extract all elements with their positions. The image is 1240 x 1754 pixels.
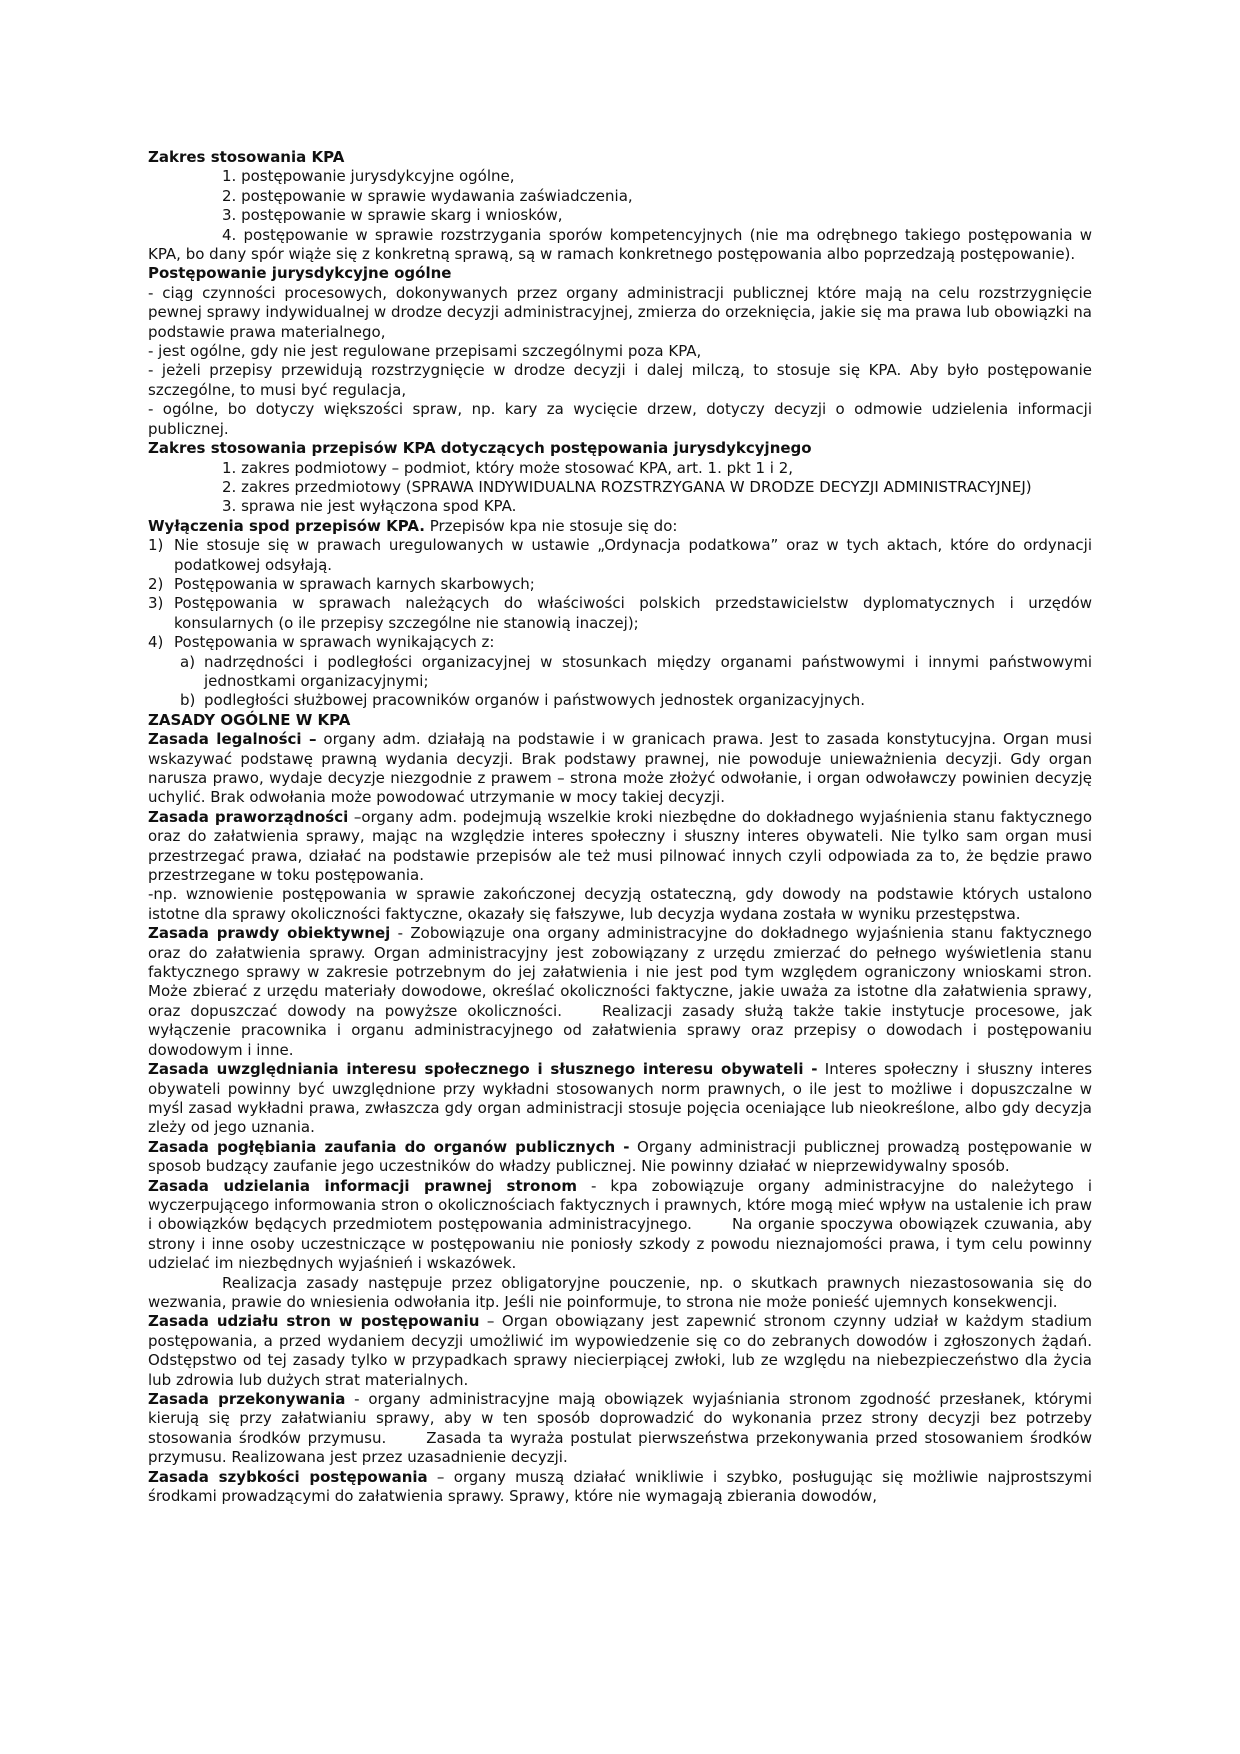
list-text: Postępowania w sprawach karnych skarbowych; <box>174 574 535 593</box>
list-text: Postępowania w sprawach należących do właściwości polskich przedstawicielstw dyplomatycznych i urzędów konsularnych (o ile przepisy szczególne nie stanowią inaczej); <box>174 594 1092 632</box>
list-text: Postępowania w sprawach wynikających z: <box>174 633 495 652</box>
paragraph: Realizacja zasady następuje przez obligatoryjne pouczenie, np. o skutkach prawnych niezastosowania się do wezwania, prawie do wniesienia odwołania itp. Jeśli nie poinformuje, to strona nie może ponieść ujemnych konsekwencji. <box>148 1273 1092 1311</box>
text: Realizacji zasady służą także takie instytucje procesowe, jak wyłączenie pracownika i organu administracyjnego od załatwienia sprawy oraz przepisy o dowodach i postępowaniu dowodowym i inne. <box>148 1001 1093 1059</box>
text: Interes społeczny i słuszny interes obywateli powinny być uwzględnione przy wykładni stosowanych norm prawnych, o ile jest to możliwe i dopuszczalne w myśl zasad wykładni prawa, zwłaszcza gdy organ administracji stosuje pojęcia oceniające lub nieokreślone, albo gdy decyzja zleży od jego uznania. <box>148 1060 1093 1137</box>
list-item: 2. zakres przedmiotowy (SPRAWA INDYWIDUALNA ROZSTRZYGANA W DRODZE DECYZJI ADMINISTRACYJNEJ) <box>222 477 1032 496</box>
list-number: 1) <box>148 536 164 555</box>
paragraph-zasada-praworzadnosci <box>148 808 1092 886</box>
heading-zasady-ogolne: ZASADY OGÓLNE W KPA <box>148 710 351 729</box>
list-text: nadrzędności i podległości organizacyjnej w stosunkach między organami państwowymi i innymi państwowymi jednostkami organizacyjnymi; <box>204 652 1092 690</box>
list-number: 2) <box>148 574 164 593</box>
heading-postepowanie: Postępowanie jurysdykcyjne ogólne <box>148 264 452 283</box>
list-item <box>148 536 1092 575</box>
list-item <box>148 594 1092 633</box>
list-text: Nie stosuje się w prawach uregulowanych w ustawie „Ordynacja podatkowa” oraz w tych aktach, które do ordynacji podatkowej odsyłają. <box>174 536 1092 574</box>
list-item: 3. sprawa nie jest wyłączona spod KPA. <box>222 497 517 516</box>
list-letter: a) <box>180 652 196 671</box>
list-item <box>148 633 1092 652</box>
sub-list-item <box>148 691 1092 710</box>
text: - kpa zobowiązuje organy administracyjne do należytego i wyczerpującego informowania stron o okolicznościach faktycznych i prawnych, które mogą mieć wpływ na ustalenie ich praw i obowiązków będących przedmiotem postępowania administracyjnego. <box>148 1176 1092 1234</box>
paragraph: -np. wznowienie postępowania w sprawie zakończonej decyzją ostateczną, gdy dowody na podstawie których ustalono istotne dla sprawy okoliczności faktyczne, okazały się fałszywe, lub decyzja wydana została w wyniku przestępstwa. <box>148 885 1092 923</box>
list-number: 3) <box>148 594 164 613</box>
text: – organy muszą działać wnikliwie i szybko, posługując się możliwie najprostszymi środkami prowadzącymi do załatwienia sprawy. Sprawy, które nie wymagają zbierania dowodów, <box>148 1467 1092 1506</box>
paragraph: - jest ogólne, gdy nie jest regulowane przepisami szczególnymi poza KPA, <box>148 342 702 361</box>
term: Zasada przekonywania <box>148 1390 346 1408</box>
list-item: 4. postępowanie w sprawie rozstrzygania sporów kompetencyjnych (nie ma odrębnego takiego postępowania w KPA, bo dany spór wiąże się z konkretną sprawą, są w ramach konkretnego postępowania albo poprzedzają postępowanie). <box>148 225 1092 264</box>
document-page <box>148 148 1092 1506</box>
paragraph-zasada-interesu <box>148 1060 1092 1138</box>
list-item <box>148 575 1092 594</box>
paragraph-zasada-zaufania <box>148 1138 1092 1177</box>
text: – Organ obowiązany jest zapewnić stronom czynny udział w każdym stadium postępowania, a przed wydaniem decyzji umożliwić im wypowiedzenie się co do zebranych dowodów i zgłoszonych żądań. Odstępstwo od tej zasady tylko w przypadkach sprawy niecierpiącej zwłoki, lub ze względu na niebezpieczeństwo dla życia lub zdrowia lub dużych strat materialnych. <box>148 1312 1093 1389</box>
list-item: 1. postępowanie jurysdykcyjne ogólne, <box>222 167 515 186</box>
paragraph-wylaczenia <box>148 517 1092 536</box>
heading-wylaczenia: Wyłączenia spod przepisów KPA. <box>148 516 425 535</box>
sub-list-item <box>148 653 1092 692</box>
list-item: 1. zakres podmiotowy – podmiot, który może stosować KPA, art. 1. pkt 1 i 2, <box>222 458 794 477</box>
term: Zasada szybkości postępowania <box>148 1467 428 1486</box>
paragraph-zasada-szybkosci <box>148 1468 1092 1507</box>
paragraph: - ogólne, bo dotyczy większości spraw, np. kary za wycięcie drzew, dotyczy decyzji o odmowie udzielenia informacji publicznej. <box>148 400 1092 438</box>
wylaczenia-intro: Przepisów kpa nie stosuje się do: <box>424 516 678 535</box>
text: –organy adm. podejmują wszelkie kroki niezbędne do dokładnego wyjaśnienia stanu faktycznego oraz do załatwienia sprawy, mając na względzie interes społeczny i słuszny interes obywateli. Nie tylko sam organ musi przestrzegać prawa, działać na podstawie przepisów ale też musi pilnować innych czyli odpowiada za to, że będzie prawo przestrzegane w toku postępowania. <box>148 807 1093 885</box>
paragraph-zasada-przekonywania <box>148 1390 1092 1468</box>
list-text: podległości służbowej pracowników organów i państwowych jednostek organizacyjnych. <box>204 691 865 710</box>
text: Zasada ta wyraża postulat pierwszeństwa przekonywania przed stosowaniem środków przymusu. Realizowana jest przez uzasadnienie decyzji. <box>148 1428 1092 1467</box>
term: Zasada pogłębiania zaufania do organów publicznych - <box>148 1137 630 1156</box>
list-item: 2. postępowanie w sprawie wydawania zaświadczenia, <box>222 186 633 205</box>
paragraph-zasada-informacji <box>148 1177 1092 1274</box>
paragraph-zasada-legalnosci <box>148 730 1092 808</box>
text: organy adm. działają na podstawie i w granicach prawa. Jest to zasada konstytucyjna. Organ musi wskazywać podstawę prawną wydania decyzji. Brak podstawy prawnej, nie powoduje unieważnienia decyzji. Gdy organ narusza prawo, wydaje decyzje niezgodnie z prawem – strona może złożyć odwołanie, i organ odwoławczy powinien decyzję uchylić. Brak odwołania może powodować utrzymanie w mocy takiej decyzji. <box>148 730 1092 807</box>
text: - organy administracyjne mają obowiązek wyjaśniania stronom zgodność przesłanek, którymi kierują się przy załatwianiu sprawy, aby w ten sposób doprowadzić do wykonania przez strony decyzji bez potrzeby stosowania środków przymusu. <box>148 1390 1092 1447</box>
text: Organy administracji publicznej prowadzą postępowanie w sposob budzący zaufanie jego uczestników do władzy publicznej. Nie powinny działać w nieprzewidywalny sposób. <box>148 1137 1092 1176</box>
list-letter: b) <box>180 691 196 710</box>
heading-zakres-stosowania: Zakres stosowania KPA <box>148 148 345 166</box>
term: Zasada uwzględniania interesu społecznego i słusznego interesu obywateli - <box>148 1060 818 1079</box>
paragraph-zasada-prawdy <box>148 924 1092 1060</box>
term: Zasada prawdy obiektywnej <box>148 924 391 943</box>
paragraph-zasada-udzialu <box>148 1312 1092 1390</box>
term: Zasada praworządności <box>148 807 349 826</box>
term: Zasada legalności – <box>148 730 317 749</box>
term: Zasada udzielania informacji prawnej stronom <box>148 1176 577 1195</box>
text: Na organie spoczywa obowiązek czuwania, aby strony i inne osoby uczestniczące w postępowaniu nie poniosły szkody z powodu nieznajomości prawa, i tym celu powinny udzielać im niezbędnych wyjaśnień i wskazówek. <box>148 1215 1092 1273</box>
term: Zasada udziału stron w postępowaniu <box>148 1312 480 1331</box>
list-number: 4) <box>148 633 164 652</box>
paragraph: - ciąg czynności procesowych, dokonywanych przez organy administracji publicznej które mają na celu rozstrzygnięcie pewnej sprawy indywidualnej w drodze decyzji administracyjnej, zmierza do orzeknięcia, jakie się ma prawa lub obowiązki na podstawie prawa materialnego, <box>148 283 1092 341</box>
text: - Zobowiązuje ona organy administracyjne do dokładnego wyjaśnienia stanu faktycznego oraz do załatwienia sprawy. Organ administracyjny jest zobowiązany z urzędu zmierzać do pełnego wyświetlenia stanu faktycznego sprawy w zakresie potrzebnym do jej załatwienia i nie jest pod tym względem ograniczony wnioskami stron. Może zbierać z urzędu materiały dowodowe, określać okoliczności faktyczne, jakie uważa za istotne dla załatwienia sprawy, oraz dopuszczać dowody na powyższe okoliczności. <box>148 924 1092 1020</box>
paragraph: - jeżeli przepisy przewidują rozstrzygnięcie w drodze decyzji i dalej milczą, to stosuje się KPA. Aby było postępowanie szczególne, to musi być regulacja, <box>148 361 1092 399</box>
heading-zakres-przepisow: Zakres stosowania przepisów KPA dotyczących postępowania jurysdykcyjnego <box>148 439 812 458</box>
list-item: 3. postępowanie w sprawie skarg i wniosków, <box>222 206 563 225</box>
